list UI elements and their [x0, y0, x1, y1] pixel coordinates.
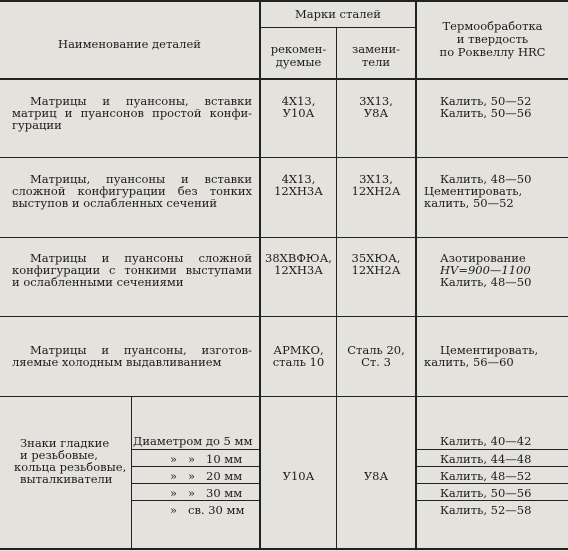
row3-substitutes-2: 12ХН2А [351, 263, 401, 277]
header-name: Наименование деталей [58, 37, 201, 51]
size-4: » » 30 мм [170, 486, 243, 500]
row2-treatment-3: калить, 50—52 [424, 196, 514, 210]
row2-name-1: Матрицы, пуансоны и вставки [30, 172, 252, 186]
row3-treatment-3: Калить, 48—50 [440, 275, 532, 289]
table-bottom-rule [0, 548, 568, 550]
row2-substitutes-2: 12ХН2А [351, 184, 401, 198]
row3-name-1: Матрицы и пуансоны сложной [30, 251, 252, 265]
row5-name-1: Знаки гладкие [20, 436, 110, 450]
header-substitutes-2: тели [361, 55, 391, 69]
row5-name-2: и резьбовые, [20, 448, 98, 462]
size-2: » » 10 мм [170, 452, 243, 466]
row4-name-2: ляемые холодным выдавливанием [12, 355, 222, 369]
row4-recommended-1: АРМКО, [273, 343, 324, 357]
header-substitutes-1: замени- [351, 42, 401, 56]
size-3: » » 20 мм [170, 469, 243, 483]
row1-treatment-2: Калить, 50—56 [440, 106, 532, 120]
row3-recommended-2: 12ХН3А [274, 263, 323, 277]
row1-recommended-2: У10А [282, 106, 315, 120]
row3-treatment-1: Азотирование [440, 251, 526, 265]
row3-recommended-1: 38ХВФЮА, [265, 251, 332, 265]
grades-header-rule [260, 27, 416, 28]
size-col-rule [131, 396, 132, 550]
subrow-rule-1 [131, 449, 260, 450]
row2-treatment-2: Цементировать, [424, 184, 523, 198]
subrow-rule-1b [415, 449, 568, 450]
subrow-rule-4 [131, 500, 260, 501]
size-1: Диаметром до 5 мм [133, 434, 253, 448]
treatment-size-5: Калить, 52—58 [440, 503, 532, 517]
table-top-rule [0, 0, 568, 2]
treatment-size-2: Калить, 44—48 [440, 452, 532, 466]
header-recommended-2: дуемые [275, 55, 322, 69]
row4-treatment-1: Цементировать, [440, 343, 539, 357]
row4-substitutes-2: Ст. 3 [361, 355, 391, 369]
treatment-size-4: Калить, 50—56 [440, 486, 532, 500]
header-treatment-1: Термообработка [442, 19, 543, 33]
row1-substitutes-2: У8А [363, 106, 389, 120]
row1-recommended-1: 4Х13, [281, 94, 316, 108]
size-5: » св. 30 мм [170, 503, 245, 517]
row3-name-2: конфигурации с тонкими выступами [12, 263, 252, 277]
row-rule-4 [0, 396, 568, 397]
header-recommended-1: рекомен- [270, 42, 327, 56]
row4-substitutes-1: Сталь 20, [347, 343, 405, 357]
row3-substitutes-1: 35ХЮА, [351, 251, 401, 265]
row2-treatment-1: Калить, 48—50 [440, 172, 532, 186]
row2-recommended-1: 4Х13, [281, 172, 316, 186]
subrow-rule-3 [131, 483, 260, 484]
row4-recommended-2: сталь 10 [272, 355, 325, 369]
header-treatment-3: по Роквеллу HRC [439, 45, 546, 59]
row1-name-2: матриц и пуансонов простой конфи- [12, 106, 252, 120]
row2-name-2: сложной конфигурации без тонких [12, 184, 252, 198]
subrow-rule-4b [415, 500, 568, 501]
row2-substitutes-1: 3Х13, [359, 172, 393, 186]
subrow-rule-2b [415, 466, 568, 467]
row2-recommended-2: 12ХН3А [274, 184, 323, 198]
row1-substitutes-1: 3Х13, [359, 94, 393, 108]
row2-name-3: выступов и ослабленных сечений [12, 196, 218, 210]
row5-substitutes: У8А [363, 469, 389, 483]
treatment-size-1: Калить, 40—42 [440, 434, 532, 448]
row1-name-1: Матрицы и пуансоны, вставки [30, 94, 252, 108]
subrow-rule-2 [131, 466, 260, 467]
row5-name-3: кольца резьбовые, [14, 460, 127, 474]
row5-name-4: выталкиватели [20, 472, 113, 486]
subrow-rule-3b [415, 483, 568, 484]
row5-recommended: У10А [282, 469, 315, 483]
treatment-size-3: Калить, 48—52 [440, 469, 532, 483]
col-rule-3 [415, 0, 417, 550]
row-rule-2 [0, 237, 568, 238]
row-rule-1 [0, 157, 568, 158]
row-rule-3 [0, 316, 568, 317]
header-treatment-2: и твердость [456, 32, 529, 46]
row1-treatment-1: Калить, 50—52 [440, 94, 532, 108]
row3-name-3: и ослабленными сечениями [12, 275, 184, 289]
row4-name-1: Матрицы и пуансоны, изготов- [30, 343, 252, 357]
row4-treatment-2: калить, 56—60 [424, 355, 514, 369]
header-bottom-rule [0, 78, 568, 80]
header-grades: Марки сталей [295, 7, 381, 21]
row1-name-3: гурации [12, 118, 62, 132]
row3-treatment-2: HV=900—1100 [440, 263, 531, 277]
